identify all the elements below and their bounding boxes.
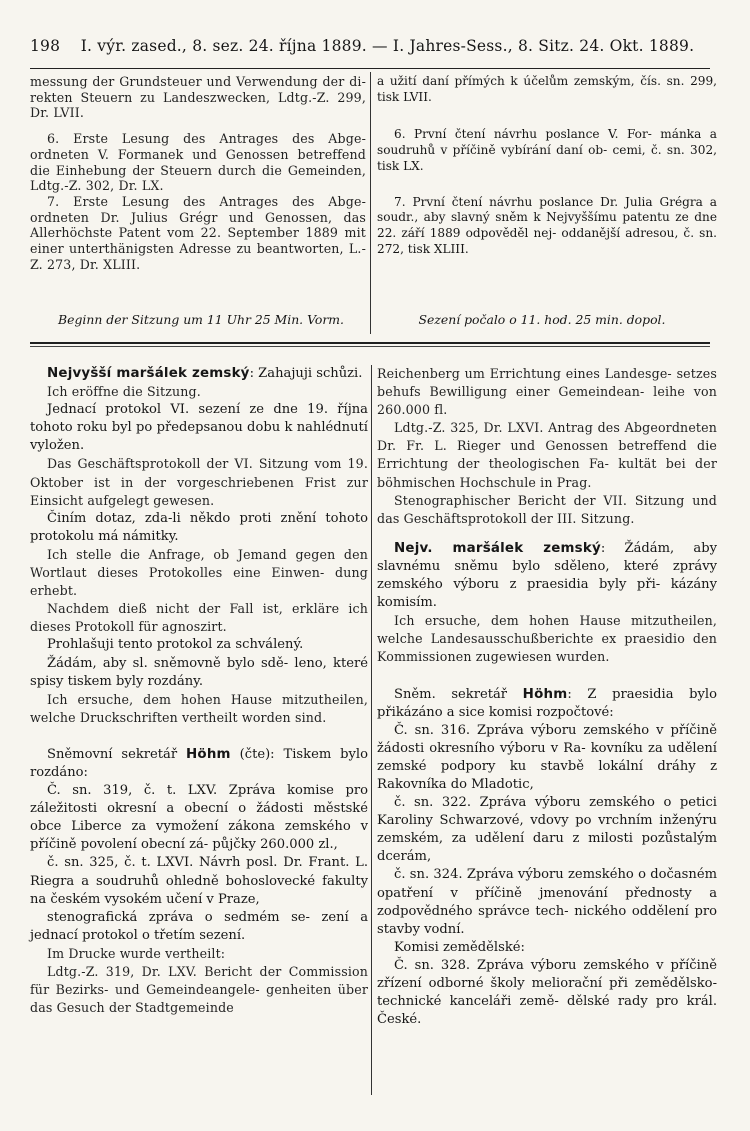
agenda-de-item-6: 6. Erste Lesung des Antrages des Abge- ordneten V. Formanek und Genossen betreffend die Einhebung der Steuern durch die Gemeinden, Ldtg.-Z. 302, Dr. LX.	[30, 131, 366, 194]
agenda-cs-item-5-tail: a užití daní přímých k účelům zemským, čís. sn. 299, tisk LVII.	[377, 74, 717, 104]
speaker-secretary: Höhm	[186, 746, 231, 762]
marshal-request-de: Ich ersuche, dem hohen Hause mitzutheilen, welche Landesausschußberichte ex praesidio den Kommissionen zugewiesen wurden.	[377, 613, 717, 665]
speaker-marshal-short: Nejv. maršálek zemský	[394, 540, 601, 556]
report-316: Č. sn. 316. Zpráva výboru zemského v příčině žádosti okresního výboru v Ra- kovníku za udělení zemské podpory ku stavbě lokální dráhy z Rakovníka do Mladotic,	[377, 722, 717, 792]
running-header	[30, 37, 710, 55]
agenda-czech	[377, 74, 717, 257]
session-start-czech: Sezení počalo o 11. hod. 25 min. dopol.	[418, 312, 666, 327]
agenda-cs-item-7: 7. První čtení návrhu poslance Dr. Julia Grégra a soudr., aby slavný sněm k Nejvyššímu patentu ze dne 22. září 1889 odpověděl nej- oddanější adresou, č. sn. 272, tisk XLIII.	[377, 194, 717, 256]
agenda-cs-item-6: 6. První čtení návrhu poslance V. For- mánka a soudruhů v příčině vybírání daní ob- cemi, č. sn. 302, tisk LX.	[377, 127, 717, 173]
print-319-de-tail: Reichenberg um Errichtung eines Landesge- setzes behufs Bewilligung einer Gemeindean- leihe von 260.000 fl.	[377, 366, 717, 418]
print-319-de: Ldtg.-Z. 319, Dr. LXV. Bericht der Commission für Bezirks- und Gemeindeangele- genheiten über das Gesuch der Stadtgemeinde	[30, 964, 368, 1016]
speaker-marshal: Nejvyšší maršálek zemský	[47, 366, 250, 381]
marshal-opening: Nejvyšší maršálek zemský: Zahajuji schůzi.	[47, 366, 363, 381]
agenda-de-item-5-tail: messung der Grundsteuer und Verwendung der di- rekten Steuern zu Landeszwecken, Ldtg.-Z. 299, Dr. LVII.	[30, 74, 366, 121]
print-325-cs: č. sn. 325, č. t. LXVI. Návrh posl. Dr. Frant. L. Riegra a soudruhů ohledně bohoslovecké fakulty na českém vysokém učení v Praze,	[30, 855, 368, 907]
agenda-de-item-7: 7. Erste Lesung des Antrages des Abge- ordneten Dr. Julius Grégr und Genossen, das Allerhöchste Patent vom 22. September 1889 mit einer unterthänigsten Adresse zu beantworten, L.- Z. 273, Dr. XLIII.	[30, 193, 366, 272]
session-start-german: Beginn der Sitzung um 11 Uhr 25 Min. Vorm.	[58, 312, 344, 327]
stenographic-report-cs: stenografická zpráva o sedmém se- zení a jednací protokol o třetím sezení.	[30, 909, 368, 943]
page-number: 198	[30, 37, 61, 55]
approved-cs: Prohlašuji tento protokol za schválený.	[47, 637, 304, 653]
opening-de: Ich eröffne die Sitzung.	[47, 384, 201, 400]
agnosced-de: Nachdem dieß nicht der Fall ist, erkläre ich dieses Protokoll für agnoszirt.	[30, 601, 368, 635]
protocol-de: Das Geschäftsprotokoll der VI. Sitzung vom 19. Oktober ist in der vorgeschriebenen Frist zur Einsicht aufgelegt gewesen.	[30, 456, 368, 508]
print-319-cs: Č. sn. 319, č. t. LXV. Zpráva komise pro záležitosti okresní a obecní o žádosti městské obce Liberce za vymožení zákona zemského v příčině povolení obecní zá- půjčky 260.000 zl.,	[30, 783, 368, 853]
distributed-de: Im Drucke wurde vertheilt:	[47, 945, 226, 961]
agriculture-commission-heading: Komisi zemědělské:	[394, 939, 525, 955]
report-328: Č. sn. 328. Zpráva výboru zemského v příčině zřízení odborné školy meliorační při zemědělsko-technické kanceláři země- dělské rady pro král. České.	[377, 957, 717, 1028]
stenographic-report-de: Stenographischer Bericht der VII. Sitzung und das Geschäftsprotokoll der III. Sitzung.	[377, 492, 717, 526]
column-divider-main	[371, 365, 372, 1095]
objection-de: Ich stelle die Anfrage, ob Jemand gegen den Wortlaut dieses Protokolles eine Einwen- dung erhebt.	[30, 546, 368, 599]
secretary-assignment: Sněm. sekretář Höhm: Z praesidia bylo přikázáno a sice komisi rozpočtové:	[377, 686, 718, 720]
column-divider-top	[370, 72, 371, 334]
left-column	[30, 365, 368, 1017]
report-322: č. sn. 322. Zpráva výboru zemského o petici Karoliny Schwarzové, vdovy po vrchním inženýru zemském, za udělení daru z milosti pozůstalým dcerám,	[377, 795, 717, 865]
speaker-secretary-short: Höhm	[522, 686, 568, 702]
section-rule	[30, 342, 710, 347]
header-title: I. výr. zased., 8. sez. 24. října 1889. — I. Jahres-Sess., 8. Sitz. 24. Okt. 1889.	[80, 37, 695, 55]
marshal-request-cs: Nejv. maršálek zemský: Žádám, aby slavnému sněmu bylo sděleno, které zprávy zemského výboru z praesidia byly při- kázány komisím.	[377, 540, 717, 611]
agenda-german	[30, 74, 366, 272]
right-column	[377, 365, 717, 1029]
report-324: č. sn. 324. Zpráva výboru zemského o dočasném opatření v příčině jmenování přednosty a zodpovědného správce tech- nického oddělení pro stavby vodní.	[377, 867, 717, 937]
protocol-cs: Jednací protokol VI. sezení ze dne 19. října tohoto roku byl po předepsanou dobu k nahlédnutí vyložen.	[30, 402, 368, 454]
request-prints-de: Ich ersuche, dem hohen Hause mitzutheilen, welche Druckschriften vertheilt worden sind.	[30, 691, 368, 725]
header-rule	[30, 68, 710, 69]
objection-cs: Činím dotaz, zda-li někdo proti znění tohoto protokolu má námitky.	[30, 510, 368, 544]
print-325-de: Ldtg.-Z. 325, Dr. LXVI. Antrag des Abgeordneten Dr. Fr. L. Rieger und Genossen betreffend die Errichtung der theologischen Fa- kultät bei der böhmischen Hochschule in Prag.	[377, 420, 717, 490]
request-prints-cs: Žádám, aby sl. sněmovně bylo sdě- leno, které spisy tiskem byly rozdány.	[30, 655, 368, 689]
secretary-reads: Sněmovní sekretář Höhm (čte): Tiskem bylo rozdáno:	[30, 746, 368, 780]
